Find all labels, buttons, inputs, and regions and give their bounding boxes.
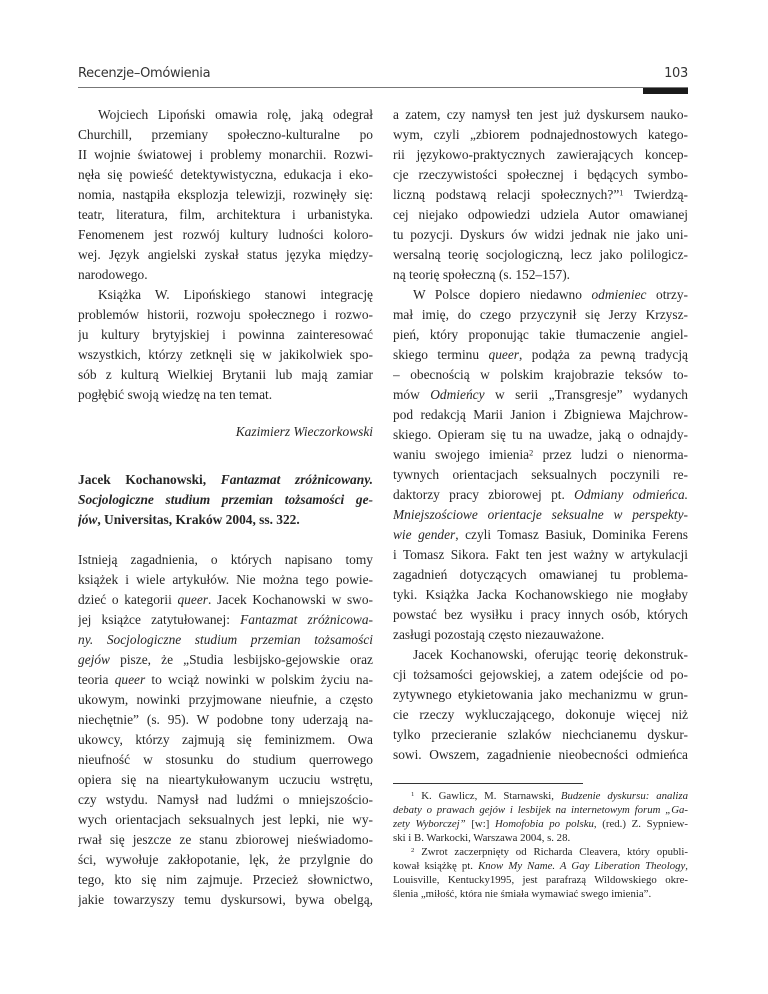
emphasis-text: Know My Name. A Gay Liberation Theology — [478, 860, 686, 872]
text-run: – obecnością w polskim krajobrazie teksów to- — [393, 367, 688, 382]
text-run: zasługi pozostają często niezauważone. — [393, 627, 605, 642]
text-run: waniu swojego imienia — [393, 447, 530, 462]
footnote-line — [393, 817, 688, 831]
text-line — [78, 165, 373, 185]
text-run: ski i B. Warkocki, Warszawa 2004, s. 28. — [393, 832, 571, 844]
text-line — [78, 870, 373, 890]
text-run: pod redakcją Marii Janion i Zbigniewa Majchrow- — [393, 407, 688, 422]
text-run: zagadnień dotyczących omawianej tu problema- — [393, 567, 688, 582]
text-line — [78, 105, 373, 125]
emphasis-text: Socjologiczne studium przemian tożsamości ge- — [78, 492, 373, 507]
text-line — [393, 525, 688, 545]
emphasis-text: Fantazmat zróżnicowany. — [220, 472, 373, 487]
text-line — [78, 365, 373, 385]
text-run: , czyli Tomasz Basiuk, Dominika Ferens — [455, 527, 688, 542]
text-line — [78, 205, 373, 225]
text-run: , (red.) Z. Sypniew- — [593, 818, 688, 830]
footnote-rule — [393, 783, 583, 784]
text-run: . Jacek Kochanowski w swo- — [207, 592, 373, 607]
emphasis-text: Odmieńcy — [430, 387, 485, 402]
text-line — [393, 125, 688, 145]
text-run: w serii „Transgresje” wydanych — [484, 387, 688, 402]
text-run: tego, kto się nim zajmuje. Przecież słownictwo, — [78, 872, 373, 887]
text-run: rwał się jeszcze ze stanu zbiorowej nieświadomo- — [78, 832, 373, 847]
text-run: wersalną teorię socjologiczną, lecz jako polilogicz- — [393, 247, 688, 262]
text-line — [78, 830, 373, 850]
text-run: czy wstydu. Namysł nad ludźmi o mniejszościo- — [78, 792, 373, 807]
text-run: jakie towarzyszy temu dyskursowi, bywa obelgą, — [78, 892, 373, 907]
text-run: Twierdzą- — [623, 187, 688, 202]
text-run: II wojnie światowej i problemy monarchii. Rozwi- — [78, 147, 373, 162]
text-line — [393, 465, 688, 485]
text-run: Zwrot zaczerpnięty od Richarda Cleavera, który opubli- — [414, 846, 688, 858]
footnote-marker: 2 — [411, 847, 415, 854]
text-line — [78, 650, 373, 670]
text-run: i Tomasz Sikora. Fakt ten jest ważny w artykulacji — [393, 547, 688, 562]
text-run: W Polsce dopiero niedawno — [413, 287, 592, 302]
emphasis-text: Fantazmat zróżnicowa- — [240, 612, 373, 627]
text-run: opiera się na nieartykułowanym uczuciu wstrętu, — [78, 772, 373, 787]
text-run: sowi. Owszem, zagadnienie nieobecności odmieńca — [393, 747, 688, 762]
emphasis-text: Budzenie dyskursu: analiza — [560, 790, 688, 802]
text-run: rii językowo-praktycznych zawierających koncep- — [393, 147, 688, 162]
emphasis-text: queer — [488, 347, 519, 362]
footnote-marker: 1 — [411, 791, 415, 798]
text-line — [393, 665, 688, 685]
text-line — [393, 625, 688, 645]
text-line — [78, 125, 373, 145]
text-run: wych orientacjach seksualnych jest lepki, nie wy- — [78, 812, 373, 827]
text-line — [78, 225, 373, 245]
text-run: Książka W. Lipońskiego stanowi integrację — [98, 287, 373, 302]
text-run: a zatem, czy namysł ten jest już dyskursem nauko- — [393, 107, 688, 122]
text-run: cji tożsamości gejowskiej, a zatem odejście od po- — [393, 667, 688, 682]
text-run: powstać bez wysiłku i pracy innych osób, których — [393, 607, 688, 622]
text-run: sób z kulturą Wielkiej Brytanii lub mają zamiar — [78, 367, 373, 382]
text-run: nieufność w stosunku do studium querrowego — [78, 752, 373, 767]
text-line — [393, 425, 688, 445]
text-run: pisze, że „Studia lesbijsko-gejowskie oraz — [110, 652, 373, 667]
text-run: skiego. Opieram się tu na uwadze, jaką o odnajdy- — [393, 427, 688, 442]
text-line — [393, 285, 688, 305]
text-run: cej niejako odpowiedzi udziela Autor omawianej — [393, 207, 688, 222]
text-line — [393, 445, 688, 465]
emphasis-text: ny. Socjologiczne studium przemian tożsamości — [78, 632, 373, 647]
text-run: nomia, nastąpiła eksplozja telewizji, rozwinęły się: — [78, 187, 373, 202]
text-line — [78, 325, 373, 345]
text-run: narodowego. — [78, 267, 148, 282]
text-line — [393, 645, 688, 665]
emphasis-text: queer — [114, 672, 146, 687]
text-line — [78, 890, 373, 910]
text-run: to wciąż nowinki w polskim życiu na- — [145, 672, 373, 687]
text-line — [393, 505, 688, 525]
page-number: 103 — [664, 66, 688, 81]
text-run: ukowym, nowinki przyjmowane nieufnie, a często — [78, 692, 373, 707]
text-run: skiego terminu — [393, 347, 489, 362]
text-run: teoria — [78, 672, 115, 687]
text-run: jej książce zatytułowanej: — [78, 612, 241, 627]
text-run: wej. Język angielski zyskał status języka między- — [78, 247, 373, 262]
text-line — [393, 545, 688, 565]
text-line — [78, 810, 373, 830]
footnote-line — [393, 887, 688, 901]
text-run: ną teorię społeczną (s. 152–157). — [393, 267, 570, 282]
text-line — [78, 690, 373, 710]
text-run: Wojciech Lipoński omawia rolę, jaką odegrał — [98, 107, 373, 122]
text-line — [78, 345, 373, 365]
footnotes — [393, 789, 688, 901]
text-run: cie rzeczy wykluczającego, dokonuje więcej niż — [393, 707, 688, 722]
left-column — [78, 105, 373, 910]
text-run: Istnieją zagadnienia, o których napisano tomy — [78, 552, 373, 567]
text-run: wszystkich, którzy zetknęli się w jakikolwiek spo- — [78, 347, 373, 362]
text-run: nęła się powieść detektywistyczna, edukacja i eko- — [78, 167, 373, 182]
text-run: ści, wywołuje zakłopotanie, lęk, że przylgnie do — [78, 852, 373, 867]
text-run: ukowcy, którzy zajmują się feminizmem. Owa — [78, 732, 373, 747]
text-line — [78, 670, 373, 690]
text-run: Louisville, Kentucky1995, jest parafrazą Wildowskiego okre- — [393, 874, 688, 886]
text-run: ju kultury brytyjskiej i powinna zainteresować — [78, 327, 373, 342]
text-run: liczną podstawą relacji społecznych?” — [393, 187, 620, 202]
text-line — [78, 265, 373, 285]
text-run: tu pozycji. Dyskurs ów widzi jednak nie jako uni- — [393, 227, 688, 242]
review-2-text-continued — [393, 105, 688, 765]
emphasis-text: queer — [177, 592, 208, 607]
text-run: Fenomenem jest rozwój kultury ludności koloro- — [78, 227, 373, 242]
text-run: dzieć o kategorii — [78, 592, 178, 607]
emphasis-text: gejów — [78, 652, 110, 667]
footnote-marker: 2 — [529, 448, 534, 458]
text-line — [78, 245, 373, 265]
text-line — [78, 750, 373, 770]
text-line — [393, 485, 688, 505]
text-run: daktorzy pracy zbiorowej pt. — [393, 487, 575, 502]
emphasis-text: jów — [78, 512, 98, 527]
emphasis-text: Homofobia po polsku — [495, 818, 594, 830]
text-line — [393, 105, 688, 125]
text-line — [393, 305, 688, 325]
text-line — [393, 265, 688, 285]
text-run: pień, który proponując takie tłumaczenie angiel- — [393, 327, 688, 342]
text-line — [393, 745, 688, 765]
text-line — [393, 345, 688, 365]
text-line — [393, 705, 688, 725]
text-line — [393, 405, 688, 425]
text-line — [393, 225, 688, 245]
text-line — [393, 385, 688, 405]
text-line — [393, 165, 688, 185]
text-run: cje rzeczywistości społecznej i będących symbo- — [393, 167, 688, 182]
text-line — [393, 585, 688, 605]
text-run: kował książkę pt. — [393, 860, 479, 872]
review-1-text — [78, 105, 373, 405]
text-line — [393, 565, 688, 585]
emphasis-text: odmieniec — [591, 287, 647, 302]
text-line — [393, 365, 688, 385]
text-line — [393, 185, 688, 205]
text-run: , — [685, 860, 688, 872]
text-run: ślenia „miłość, która nie śmiała wymawiać swego imienia”. — [393, 888, 652, 900]
text-run: tyki. Książka Jacka Kochanowskiego nie mogłaby — [393, 587, 688, 602]
text-line — [78, 470, 373, 490]
text-line — [393, 685, 688, 705]
emphasis-text: zety Wyborczej” — [393, 818, 466, 830]
text-run: tywnych orientacjach seksualnych poczynili re- — [393, 467, 688, 482]
text-line — [393, 605, 688, 625]
emphasis-text: Jacek Kochanowski, — [78, 472, 221, 487]
text-run: niechętnie” (s. 95). W podobne tony uderzają na- — [78, 712, 373, 727]
text-run: Jacek Kochanowski, oferując teorię dekonstruk- — [413, 647, 688, 662]
text-line — [78, 285, 373, 305]
review-2-heading — [78, 470, 373, 530]
text-run: zytywnego etykietowania jako mechanizmu w grun- — [393, 687, 688, 702]
text-line — [393, 245, 688, 265]
text-line — [78, 850, 373, 870]
text-line — [78, 770, 373, 790]
text-run: tylko przecieranie szlaków niechcianemu dyskur- — [393, 727, 688, 742]
text-run: otrzy- — [646, 287, 688, 302]
text-line — [78, 610, 373, 630]
text-run: problemów historii, rozwoju społecznego i rozwo- — [78, 307, 373, 322]
text-line — [78, 385, 373, 405]
text-line — [78, 570, 373, 590]
text-line — [393, 325, 688, 345]
text-line — [78, 730, 373, 750]
text-run: pogłębić swoją wiedzę na ten temat. — [78, 387, 273, 402]
text-run: mał imię, do czego przyczynił się Jerzy Krzysz- — [393, 307, 688, 322]
text-line — [78, 510, 373, 530]
review-2-text — [78, 550, 373, 910]
emphasis-text: debaty o prawach gejów i lesbijek na internetowym forum „Ga- — [393, 804, 688, 816]
header-rule — [78, 87, 688, 88]
text-line — [393, 205, 688, 225]
emphasis-text: Odmiany odmieńca. — [574, 487, 688, 502]
footnote-line — [393, 831, 688, 845]
text-run: , podąża za pewną tradycją — [519, 347, 688, 362]
text-run: mów — [393, 387, 431, 402]
right-column — [393, 105, 688, 901]
text-line — [78, 790, 373, 810]
text-line — [393, 145, 688, 165]
running-header — [78, 66, 688, 86]
text-line — [78, 185, 373, 205]
text-line — [78, 305, 373, 325]
footnote-line — [393, 789, 688, 803]
text-run: wym, czyli „zbiorem podnajednostowych katego- — [393, 127, 688, 142]
section-title: Recenzje–Omówienia — [78, 66, 211, 81]
reviewer-signature: Kazimierz Wieczorkowski — [235, 424, 373, 439]
text-line — [78, 145, 373, 165]
footnote-marker: 1 — [619, 188, 624, 198]
text-run: Churchill, przemiany społeczno-kulturalne po — [78, 127, 373, 142]
text-line — [78, 490, 373, 510]
text-run: przez ludzi o nienorma- — [533, 447, 688, 462]
text-run: teatr, literatura, film, architektura i urbanistyka. — [78, 207, 373, 222]
text-line — [393, 725, 688, 745]
text-run: K. Gawlicz, M. Starnawski, — [414, 790, 561, 802]
text-line — [78, 550, 373, 570]
footnote-line — [393, 845, 688, 859]
footnote-line — [393, 803, 688, 817]
emphasis-text: Mniejszościowe orientacje seksualne w perspekty- — [393, 507, 688, 522]
emphasis-text: , Universitas, Kraków 2004, ss. 322. — [97, 512, 300, 527]
header-page-bar — [643, 88, 688, 94]
text-line — [78, 590, 373, 610]
text-line — [78, 630, 373, 650]
text-line — [78, 710, 373, 730]
footnote-line — [393, 859, 688, 873]
text-run: książek i wiele artykułów. Nie można tego powie- — [78, 572, 373, 587]
footnote-line — [393, 873, 688, 887]
text-run: [w:] — [465, 818, 495, 830]
emphasis-text: wie gender — [393, 527, 456, 542]
